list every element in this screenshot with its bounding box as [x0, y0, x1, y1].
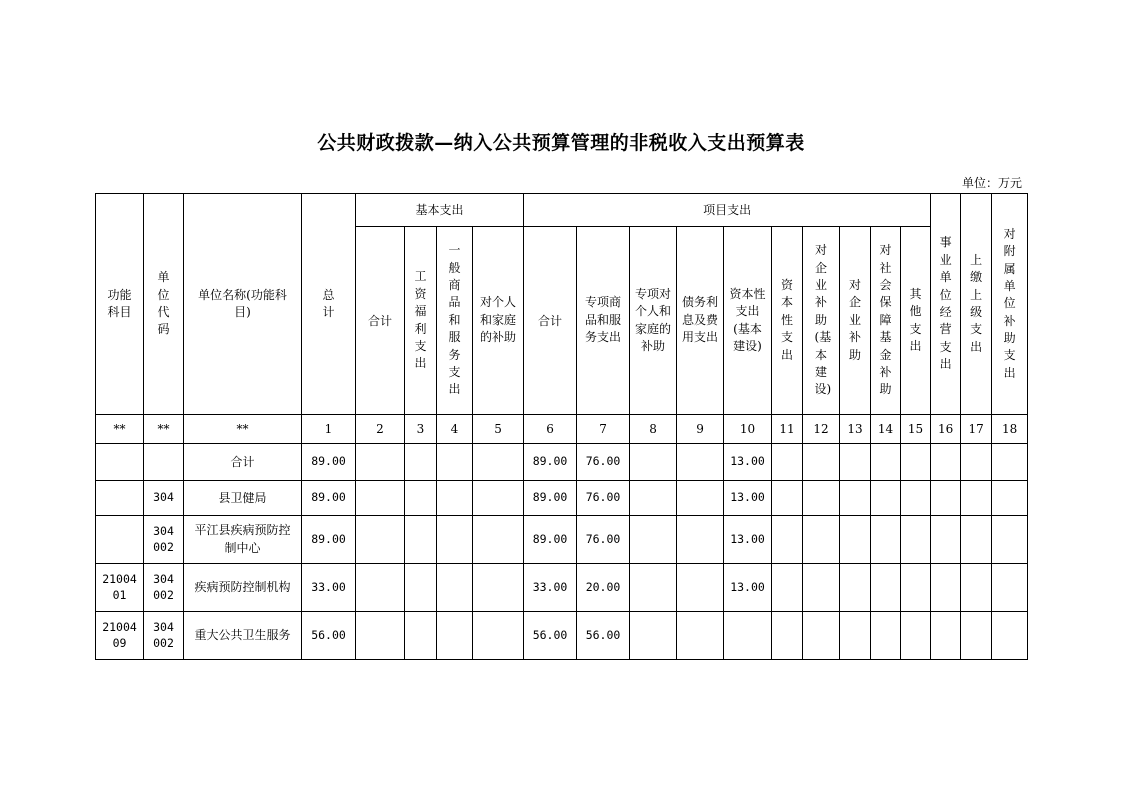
header-shangjiao: 上缴上级支出	[961, 194, 992, 415]
cell-total: 89.00	[302, 444, 356, 481]
cell-func: 21004 09	[96, 612, 144, 660]
header-proj-capital: 资本性支出	[772, 227, 803, 415]
cell-name: 疾病预防控制机构	[184, 564, 302, 612]
header-project: 项目支出	[524, 194, 931, 227]
cell-code: 304 002	[144, 612, 184, 660]
cell-name: 重大公共卫生服务	[184, 612, 302, 660]
table-row	[96, 564, 1028, 612]
header-basic-total: 合计	[356, 227, 405, 415]
cell-proj-special: 76.00	[577, 516, 630, 564]
header-proj-capital-build: 资本性支出(基本建设)	[724, 227, 772, 415]
cell-proj-total: 89.00	[524, 444, 577, 481]
index-cell: 1	[302, 415, 356, 444]
index-cell: 13	[840, 415, 871, 444]
header-basic-goods: 一般商品和服务支出	[437, 227, 473, 415]
header-total: 总计	[302, 194, 356, 415]
header-shiye: 事业单位经营支出	[931, 194, 961, 415]
unit-label: 单位：万元	[961, 176, 1022, 190]
index-cell: 12	[803, 415, 840, 444]
index-cell: 17	[961, 415, 992, 444]
index-cell: 2	[356, 415, 405, 444]
cell-name: 县卫健局	[184, 481, 302, 516]
cell-proj-total: 33.00	[524, 564, 577, 612]
cell-capital-build: 13.00	[724, 516, 772, 564]
index-cell: 8	[630, 415, 677, 444]
index-cell: 16	[931, 415, 961, 444]
header-func: 功能科目	[96, 194, 144, 415]
header-proj-total: 合计	[524, 227, 577, 415]
budget-table	[95, 193, 1028, 660]
cell-proj-total: 89.00	[524, 481, 577, 516]
index-cell: 7	[577, 415, 630, 444]
cell-proj-total: 56.00	[524, 612, 577, 660]
table-row	[96, 481, 1028, 516]
cell-code: 304 002	[144, 516, 184, 564]
header-proj-social: 对社会保障基金补助	[871, 227, 901, 415]
header-basic: 基本支出	[356, 194, 524, 227]
cell-code: 304 002	[144, 564, 184, 612]
header-proj-goods: 专项商品和服务支出	[577, 227, 630, 415]
header-proj-personal: 专项对个人和家庭的补助	[630, 227, 677, 415]
cell-proj-total: 89.00	[524, 516, 577, 564]
index-cell: 15	[901, 415, 931, 444]
cell-proj-special: 76.00	[577, 481, 630, 516]
header-proj-enterprise: 对企业补助	[840, 227, 871, 415]
index-cell: 4	[437, 415, 473, 444]
header-basic-salary: 工资福利支出	[405, 227, 437, 415]
cell-name: 合计	[184, 444, 302, 481]
header-basic-personal: 对个人和家庭的补助	[473, 227, 524, 415]
cell-func: 21004 01	[96, 564, 144, 612]
cell-proj-special: 76.00	[577, 444, 630, 481]
cell-code	[144, 444, 184, 481]
index-cell: 6	[524, 415, 577, 444]
cell-proj-special: 20.00	[577, 564, 630, 612]
cell-func	[96, 516, 144, 564]
header-row-1	[96, 194, 1028, 227]
index-cell: 11	[772, 415, 803, 444]
cell-capital-build: 13.00	[724, 564, 772, 612]
index-row	[96, 415, 1028, 444]
cell-total: 33.00	[302, 564, 356, 612]
index-cell: 18	[992, 415, 1028, 444]
header-proj-enterprise-build: 对企业补助(基本建设)	[803, 227, 840, 415]
header-proj-debt: 债务利息及费用支出	[677, 227, 724, 415]
cell-capital-build: 13.00	[724, 444, 772, 481]
cell-total: 56.00	[302, 612, 356, 660]
table-row	[96, 612, 1028, 660]
cell-proj-special: 56.00	[577, 612, 630, 660]
index-cell: **	[96, 415, 144, 444]
cell-name: 平江县疾病预防控制中心	[184, 516, 302, 564]
header-name: 单位名称(功能科目)	[184, 194, 302, 415]
table-row	[96, 516, 1028, 564]
cell-func	[96, 444, 144, 481]
header-fushu: 对附属单位补助支出	[992, 194, 1028, 415]
index-cell: 5	[473, 415, 524, 444]
cell-capital-build: 13.00	[724, 481, 772, 516]
cell-func	[96, 481, 144, 516]
page-title: 公共财政拨款—纳入公共预算管理的非税收入支出预算表	[317, 132, 805, 154]
index-cell: 14	[871, 415, 901, 444]
index-cell: 9	[677, 415, 724, 444]
cell-capital-build	[724, 612, 772, 660]
index-cell: **	[144, 415, 184, 444]
cell-total: 89.00	[302, 481, 356, 516]
header-code: 单位代码	[144, 194, 184, 415]
header-proj-other: 其他支出	[901, 227, 931, 415]
index-cell: 10	[724, 415, 772, 444]
index-cell: 3	[405, 415, 437, 444]
index-cell: **	[184, 415, 302, 444]
cell-total: 89.00	[302, 516, 356, 564]
cell-code: 304	[144, 481, 184, 516]
table-row	[96, 444, 1028, 481]
